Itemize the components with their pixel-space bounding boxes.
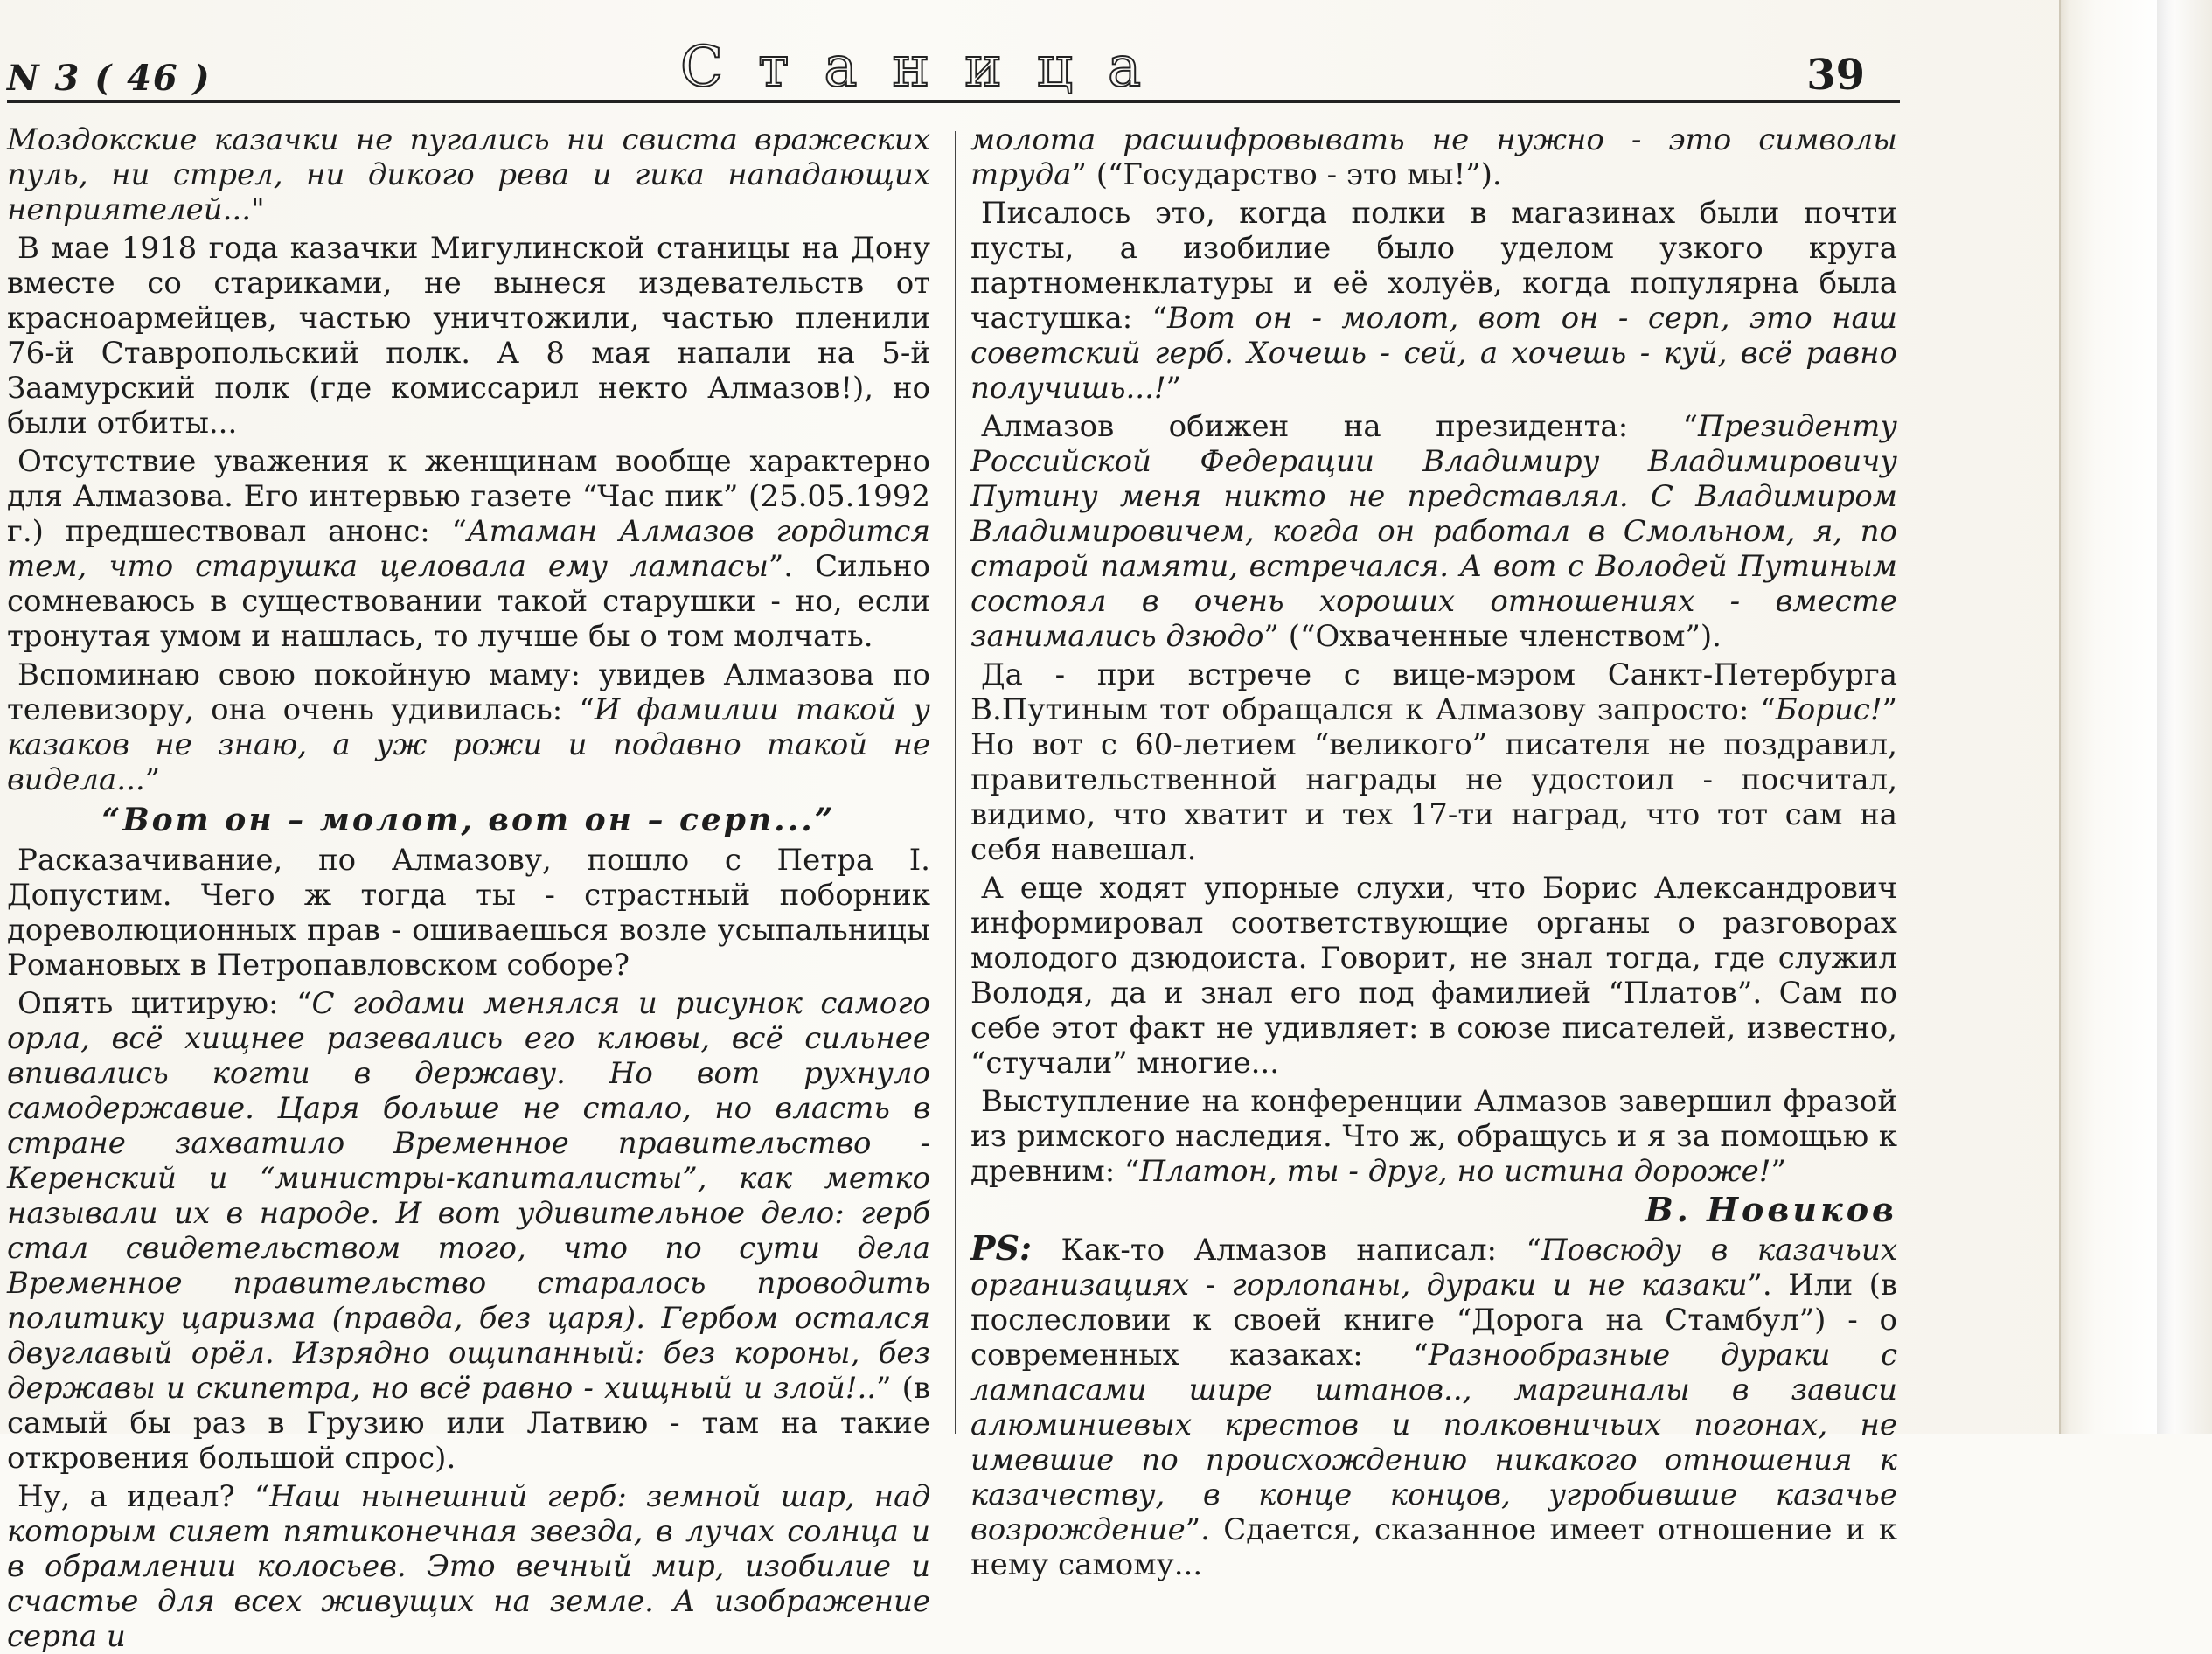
right-column [970, 122, 1897, 1582]
issue-number: N 3 ( 46 ) [7, 58, 212, 99]
newspaper-title: Станица [680, 35, 1177, 100]
paragraph: В мае 1918 года казачки Мигулинской станицы на Дону вместе со стариками, не вынеся издевательств от красноармейцев, частью уничтожили, частью пленили 76-й Ставропольский полк. А 8 мая напали на 5-й Заамурский полк (где комиссарил некто Алмазов!), но были отбиты... [7, 231, 930, 441]
left-column [7, 122, 931, 1654]
page-binding-edge [2059, 0, 2212, 1434]
paragraph: Опять цитирую: “С годами менялся и рисунок самого орла, всё хищнее разевались его клювы, всё сильнее впивались когти в державу. Но вот рухнуло самодержавие. Царя больше не стало, но власть в стране захватило Временное правительство - Керенский и “министры-капиталисты”, как метко называли их в народе. И вот удивительное дело: герб стал свидетельством того, что по сути дела Временное правительство старалось проводить политику царизма (правда, без царя). Гербом остался двуглавый орёл. Изрядно ощипанный: без короны, без державы и скипетра, но всё равно - хищный и злой!..” (в самый бы раз в Грузию или Латвию - там на такие откровения большой спрос). [7, 986, 931, 1476]
author-signature: В. Новиков [1645, 1190, 1897, 1229]
paragraph: Ну, а идеал? “Наш нынешний герб: земной шар, над которым сияет пятиконечная звезда, в лучах солнца и в обрамлении колосьев. Это вечный мир, изобилие и счастье для всех живущих на земле. А изображение серпа и [7, 1479, 931, 1654]
postscript: PS: Как-то Алмазов написал: “Повсюду в казачьих организациях - горлопаны, дураки и не казаки”. Или (в послесловии к своей книге “Дорога на Стамбул”) - о современных казаках: “Разнообразные дураки с лампасами шире штанов.., маргиналы в зависи алюминиевых крестов и полковничьих погонах, не имевшие по происхождению никакого отношения к казачеству, в конце концов, угробившие казачье возрождение”. Сдается, сказанное имеет отношение и к нему самому... [970, 1228, 1897, 1582]
paragraph: молота расшифровывать не нужно - это символы труда” (“Государство - это мы!”). [970, 122, 1897, 192]
page-header [7, 35, 1900, 105]
paragraph: Алмазов обижен на президента: “Президенту Российской Федерации Владимиру Владимировичу Путину меня никто не представлял. С Владимиром Владимировичем, когда он работал в Смольном, я, по старой памяти, встречался. А вот с Володей Путиным состоял в очень хороших отношениях - вместе занимались дзюдо” (“Охваченные членством”). [970, 409, 1897, 654]
paragraph: Да - при встрече с вице-мэром Санкт-Петербурга В.Путиным тот обращался к Алмазову запросто: “Борис!” Но вот с 60-летием “великого” писателя не поздравил, правительственной награды не удостоил - посчитал, видимо, что хватит и тех 17-ти наград, что тот сам на себя навешал. [970, 657, 1897, 867]
column-divider [955, 131, 956, 1434]
paragraph: Писалось это, когда полки в магазинах были почти пусты, а изобилие было уделом узкого круга партноменклатуры и её холуёв, когда популярна была частушка: “Вот он - молот, вот он - серп, это наш советский герб. Хочешь - сей, а хочешь - куй, всё равно получишь...!” [970, 196, 1897, 406]
page-number: 39 [1806, 51, 1865, 100]
section-subheading: “Вот он – молот, вот он – серп...” [101, 802, 836, 838]
paragraph: Отсутствие уважения к женщинам вообще характерно для Алмазова. Его интервью газете “Час пик” (25.05.1992 г.) предшествовал анонс: “Атаман Алмазов гордится тем, что старушка целовала ему лампасы”. Сильно сомневаюсь в существовании такой старушки - но, если тронутая умом и нашлась, то лучше бы о том молчать. [7, 444, 931, 654]
paragraph: Выступление на конференции Алмазов завершил фразой из римского наследия. Что ж, обращусь и я за помощью к древним: “Платон, ты - друг, но истина дороже!” [970, 1084, 1897, 1189]
ps-label: PS: [970, 1228, 1033, 1268]
paragraph: Моздокские казачки не пугались ни свиста вражеских пуль, ни стрел, ни дикого рева и гика нападающих неприятелей..." [7, 122, 930, 227]
paragraph: Расказачивание, по Алмазову, пошло с Петра I. Допустим. Чего ж тогда ты - страстный поборник дореволюционных прав - ошиваешься возле усыпальницы Романовых в Петропавловском соборе? [7, 843, 930, 983]
paragraph: Вспоминаю свою покойную маму: увидев Алмазова по телевизору, она очень удивилась: “И фамилии такой у казаков не знаю, а уж рожи и подавно такой не видела...” [7, 657, 930, 797]
paragraph: А еще ходят упорные слухи, что Борис Александрович информировал соответствующие органы о разговорах молодого дзюдоиста. Говорит, не знал тогда, где служил Володя, да и знал его под фамилией “Платов”. Сам по себе этот факт не удивляет: в союзе писателей, известно, “стучали” многие... [970, 871, 1897, 1081]
header-rule [7, 100, 1900, 103]
